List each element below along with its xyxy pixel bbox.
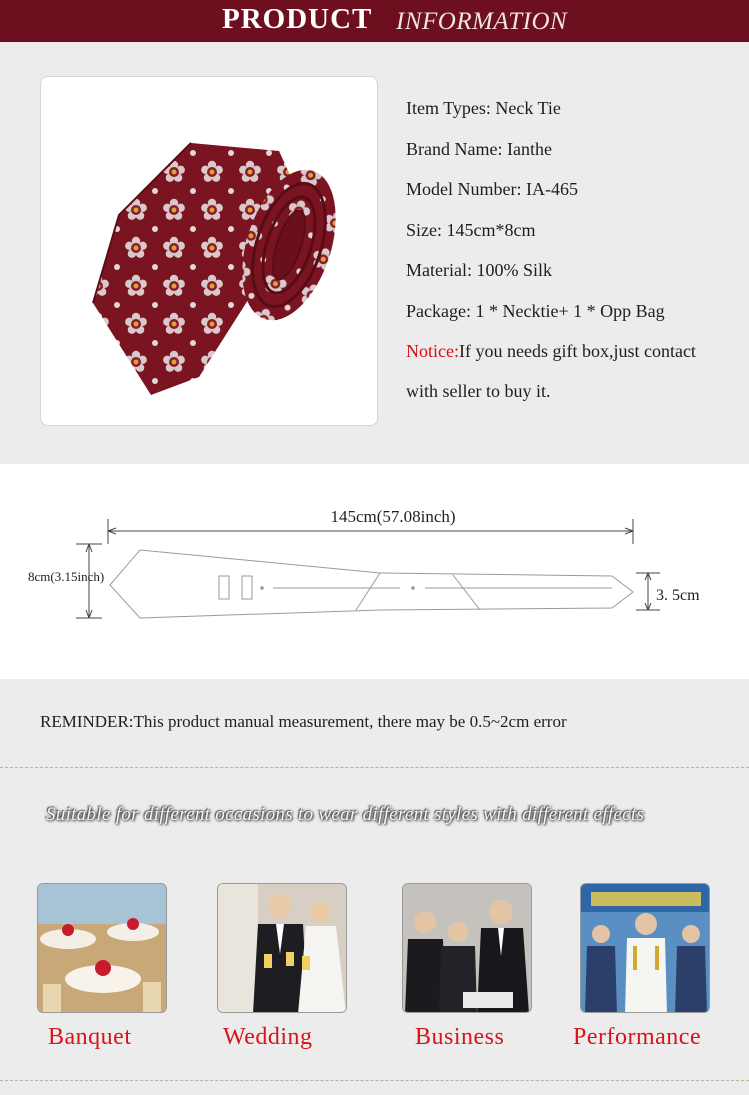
occasion-label-wedding: Wedding: [223, 1024, 313, 1050]
length-label: 145cm(57.08inch): [330, 507, 456, 526]
width-label: 8cm(3.15inch): [28, 569, 105, 584]
reminder-text: REMINDER:This product manual measurement, there may be 0.5~2cm error: [40, 712, 567, 731]
header-title-bold: PRODUCT: [222, 3, 373, 35]
header-title-italic: INFORMATION: [396, 8, 568, 35]
spec-package: Package: 1 * Necktie+ 1 * Opp Bag: [406, 300, 665, 321]
spec-brand-name: Brand Name: Ianthe: [406, 138, 552, 159]
occasions-title: Suitable for different occasions to wear different styles with different effects: [46, 804, 645, 825]
occasion-label-banquet: Banquet: [48, 1024, 132, 1050]
spec-material: Material: 100% Silk: [406, 260, 552, 280]
occasion-image-banquet: [37, 883, 167, 1013]
divider: [0, 1080, 749, 1081]
occasion-image-wedding: [217, 883, 347, 1013]
size-diagram: [0, 464, 749, 679]
occasion-label-business: Business: [415, 1024, 505, 1050]
product-photo: [40, 76, 378, 426]
header-banner: [0, 0, 749, 42]
notice-line1: If you needs gift box,just contact: [458, 341, 696, 361]
product-info-section: [0, 42, 749, 462]
divider: [0, 767, 749, 768]
notice: [406, 341, 741, 401]
spec-model-number: Model Number: IA-465: [406, 179, 578, 199]
spec-item-type: Item Types: Neck Tie: [406, 98, 561, 118]
notice-line2: with seller to buy it.: [406, 381, 551, 401]
spec-size: Size: 145cm*8cm: [406, 219, 536, 240]
spec-list: [406, 98, 741, 401]
tie-outline: [110, 550, 633, 618]
tip-label: 3. 5cm: [656, 587, 700, 604]
notice-label: Notice:: [406, 341, 459, 361]
occasion-image-performance: [580, 883, 710, 1013]
occasion-label-performance: Performance: [573, 1024, 702, 1050]
occasion-image-business: [402, 883, 532, 1013]
